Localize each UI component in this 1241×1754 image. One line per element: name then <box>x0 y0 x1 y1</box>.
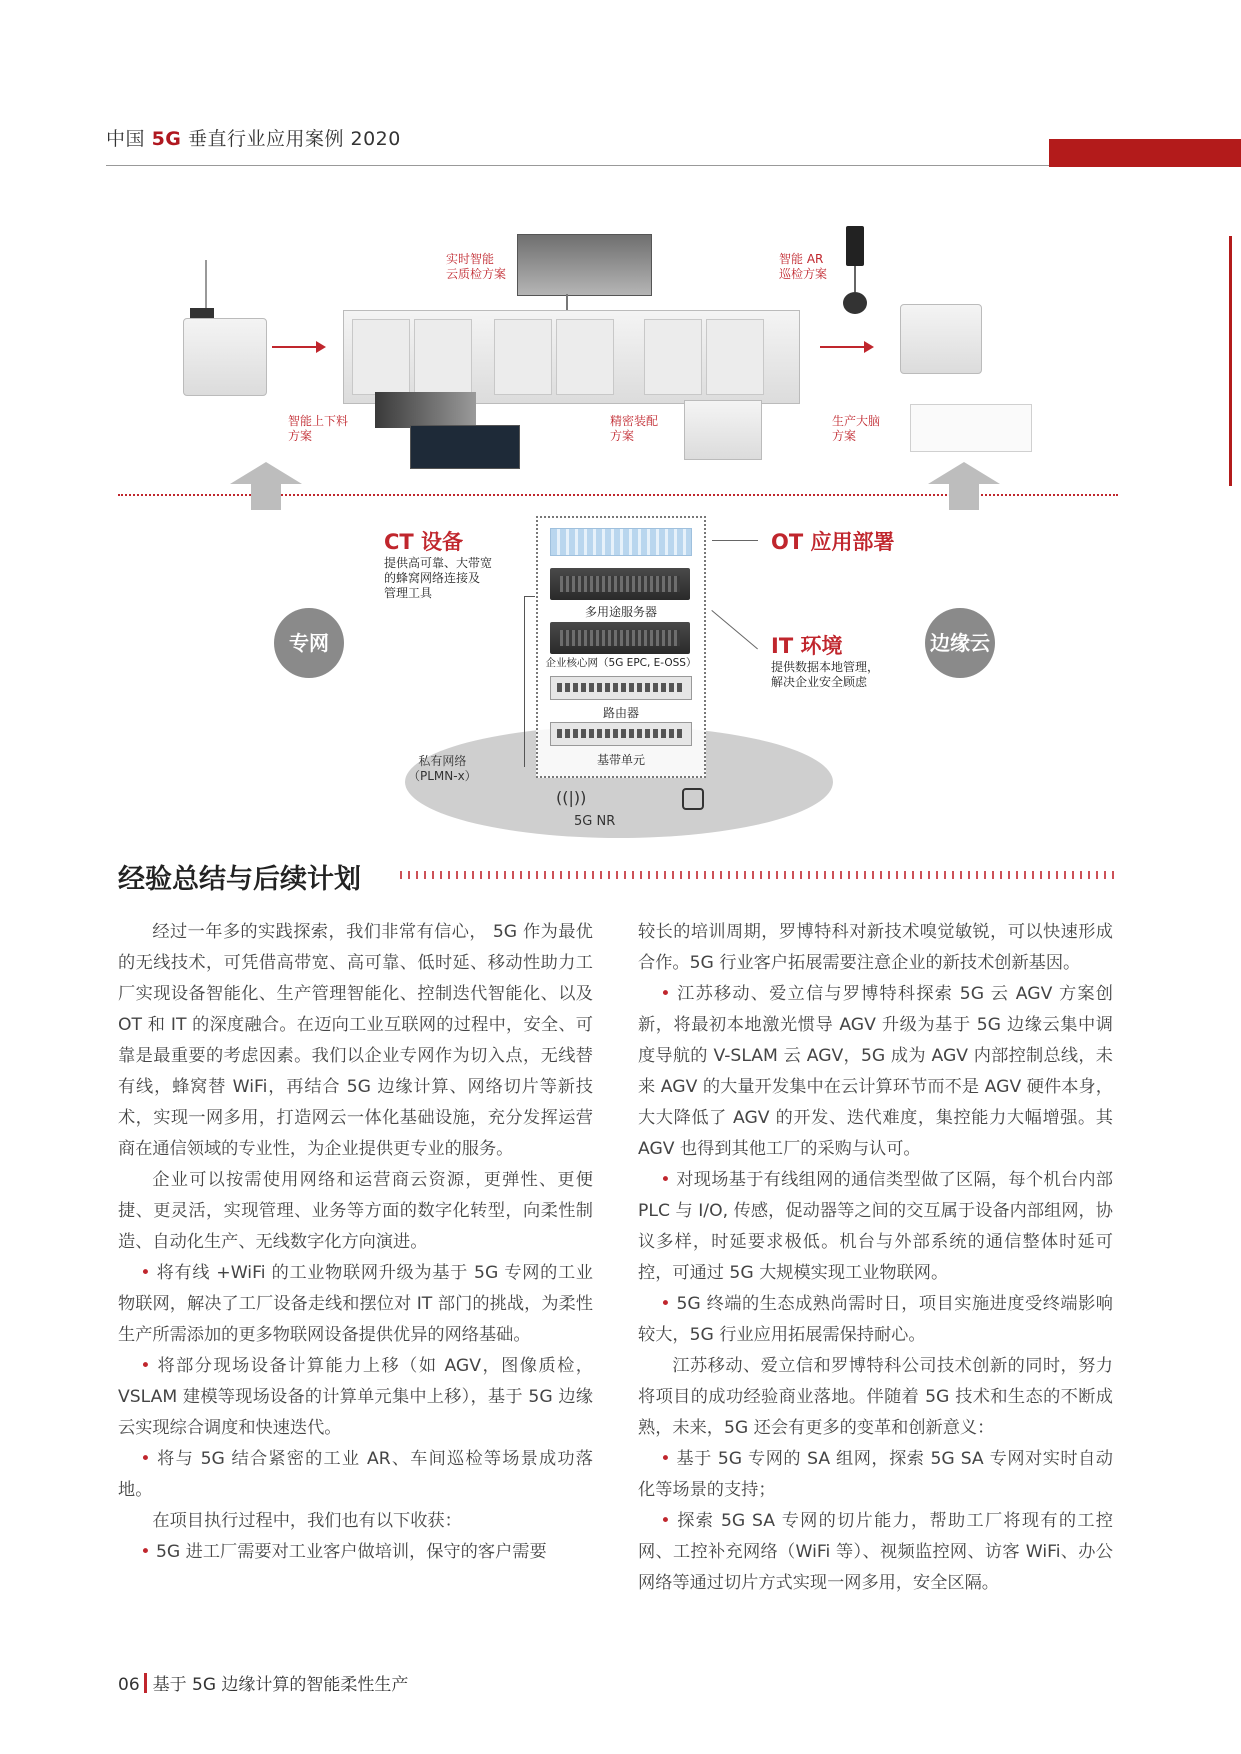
up-arrow-left-stem <box>251 484 281 510</box>
production-line-image <box>343 310 800 404</box>
header-rule <box>106 165 1049 166</box>
it-block: IT 环境 提供数据本地管理， 解决企业安全顾虑 <box>771 630 879 690</box>
antenna-icon: ((|)) <box>556 788 587 807</box>
circle-private-network: 专网 <box>274 608 344 678</box>
section-title-ornament <box>398 871 1118 879</box>
body-paragraph: • 将与 5G 结合紧密的工业 AR、车间巡检等场景成功落地。 <box>118 1449 593 1500</box>
body-paragraph: • 江苏移动、爱立信与罗博特科探索 5G 云 AGV 方案创新，将最初本地激光惯导 AGV 升级为基于 5G 边缘云集中调度导航的 V-SLAM 云 AGV，5G 成为 AGV 内部控制总线，未来 AGV 的大量开发集中在云计算环节而不是 AGV 硬件本身，大大降低了 AGV 的开发、迭代难度，集控能力大幅增强。其 AGV 也得到其他工厂的采购与认可。 <box>638 984 1113 1159</box>
bullet-icon: • <box>140 1542 156 1562</box>
ar-pole <box>854 266 856 292</box>
body-paragraph: 较长的培训周期，罗博特科对新技术嗅觉敏锐，可以快速形成合作。5G 行业客户拓展需要注意企业的新技术创新基因。 <box>638 922 1113 973</box>
label-cloud-qc: 实时智能 云质检方案 <box>446 252 507 281</box>
loading-monitor <box>190 308 214 318</box>
body-paragraph: • 5G 终端的生态成熟尚需时日，项目实施进度受终端影响较大，5G 行业应用拓展需保持耐心。 <box>638 1294 1113 1345</box>
qc-connector <box>566 294 568 310</box>
bullet-icon: • <box>660 1449 677 1469</box>
body-paragraph: • 将部分现场设备计算能力上移（如 AGV，图像质检，VSLAM 建模等现场设备的计算单元集中上移），基于 5G 边缘云实现综合调度和快速迭代。 <box>118 1356 593 1438</box>
footer-divider <box>144 1673 147 1693</box>
header-red-block <box>1049 139 1241 167</box>
body-paragraph: 江苏移动、爱立信和罗博特科公司技术创新的同时，努力将项目的成功经验商业落地。伴随着 5G 技术和生态的不断成熟，未来，5G 还会有更多的变革和创新意义： <box>638 1356 1113 1438</box>
bullet-icon: • <box>660 1511 678 1531</box>
end-machine-image <box>900 304 982 374</box>
core-label: 企业核心网（5G EPC, E-OSS） <box>545 657 697 669</box>
section-title: 经验总结与后续计划 <box>118 864 361 895</box>
router-unit <box>550 676 692 700</box>
label-loading: 智能上下料 方案 <box>288 414 349 443</box>
up-arrow-left-icon <box>230 462 302 484</box>
core-network-unit <box>550 622 690 654</box>
page-number: 06 <box>118 1675 140 1695</box>
ot-app-panel <box>550 528 692 556</box>
body-paragraph: • 5G 进工厂需要对工业客户做培训，保守的客户需要 <box>140 1542 547 1562</box>
label-ar-patrol: 智能 AR 巡检方案 <box>779 252 828 281</box>
brain-dashboard-image <box>910 404 1032 452</box>
it-title: IT 环境 <box>771 634 843 658</box>
footer-title: 基于 5G 边缘计算的智能柔性生产 <box>152 1675 409 1695</box>
body-paragraph: • 基于 5G 专网的 SA 组网，探索 5G SA 专网对实时自动化等场景的支持； <box>638 1449 1113 1500</box>
server-unit <box>550 568 690 600</box>
plmn-label: 私有网络 （PLMN-x） <box>408 754 477 783</box>
ot-title: OT 应用部署 <box>771 530 895 554</box>
page-footer <box>118 1670 408 1695</box>
bullet-icon: • <box>660 1170 677 1190</box>
router-label: 路由器 <box>602 706 639 720</box>
assembly-machine-image <box>684 400 762 460</box>
it-connector <box>711 610 758 649</box>
bbu-label: 基带单元 <box>596 753 645 767</box>
home-device-icon <box>682 788 704 810</box>
arrow-right-2 <box>820 346 868 348</box>
nr-label: 5G NR <box>574 814 616 829</box>
ot-connector <box>712 540 758 541</box>
header-suffix: 垂直行业应用案例 2020 <box>187 128 401 150</box>
ar-tablet-stand <box>846 226 864 266</box>
arrow-right-1 <box>272 346 320 348</box>
body-left-column <box>118 917 593 1568</box>
body-paragraph: • 探索 5G SA 专网的切片能力，帮助工厂将现有的工控网、工控补充网络（WiFi 等）、视频监控网、访客 WiFi、办公网络等通过切片方式实现一网多用，安全区隔。 <box>638 1511 1113 1593</box>
ct-title: CT 设备 <box>384 530 464 554</box>
side-red-mark <box>1229 236 1232 486</box>
bullet-icon: • <box>660 1294 677 1314</box>
server-label: 多用途服务器 <box>584 605 657 619</box>
up-arrow-right-icon <box>928 462 1000 484</box>
circle-edge-cloud: 边缘云 <box>925 608 995 678</box>
bullet-icon: • <box>140 1356 158 1376</box>
body-paragraph: 企业可以按需使用网络和运营商云资源，更弹性、更便捷、更灵活，实现管理、业务等方面的数字化转型，向柔性制造、自动化生产、无线数字化方向演进。 <box>118 1170 593 1252</box>
label-brain: 生产大脑 方案 <box>832 414 881 443</box>
body-paragraph: 在项目执行过程中，我们也有以下收获： <box>152 1511 462 1531</box>
ar-robot-base <box>843 292 867 314</box>
header-prefix: 中国 <box>106 128 146 150</box>
body-paragraph: 经过一年多的实践探索，我们非常有信心， 5G 作为最优的无线技术，可凭借高带宽、高可靠、低时延、移动性助力工厂实现设备智能化、生产管理智能化、控制迭代智能化、以及 OT 和 IT 的深度融合。在迈向工业互联网的过程中，安全、可靠是最重要的考虑因素。我们以企业专网作为切入点，无线替有线，蜂窝替 WiFi，再结合 5G 边缘计算、网络切片等新技术，实现一网多用，打造网云一体化基础设施，充分发挥运营商在通信领域的专业性，为企业提供更专业的服务。 <box>118 922 593 1159</box>
arrow-right-1-head <box>316 341 326 353</box>
ct-block: CT 设备 提供高可靠、大带宽 的蜂窝网络连接及 管理工具 <box>384 526 492 601</box>
body-paragraph: • 将有线 +WiFi 的工业物联网升级为基于 5G 专网的工业物联网，解决了工厂设备走线和摆位对 IT 部门的挑战，为柔性生产所需添加的更多物联网设备提供优异的网络基础。 <box>118 1263 593 1345</box>
loading-photo <box>375 392 476 428</box>
running-header <box>106 124 401 151</box>
up-arrow-right-stem <box>949 484 979 510</box>
bullet-icon: • <box>140 1449 158 1469</box>
equipment-rack <box>536 516 706 778</box>
loading-machine-image <box>183 318 267 396</box>
loading-screen-photo <box>410 425 520 469</box>
bullet-icon: • <box>140 1263 157 1283</box>
bullet-icon: • <box>660 984 678 1004</box>
header-accent: 5G <box>151 128 182 150</box>
ct-bracket <box>524 596 535 767</box>
label-assembly: 精密装配 方案 <box>610 414 659 443</box>
body-right-column <box>638 917 1113 1599</box>
arrow-right-2-head <box>864 341 874 353</box>
qc-photo <box>517 234 652 296</box>
bbu-unit <box>550 722 692 746</box>
body-paragraph: • 对现场基于有线组网的通信类型做了区隔，每个机台内部 PLC 与 I/O, 传感，促动器等之间的交互属于设备内部组网，协议多样，时延要求极低。机台与外部系统的通信整体时延可控，可通过 5G 大规模实现工业物联网。 <box>638 1170 1113 1283</box>
